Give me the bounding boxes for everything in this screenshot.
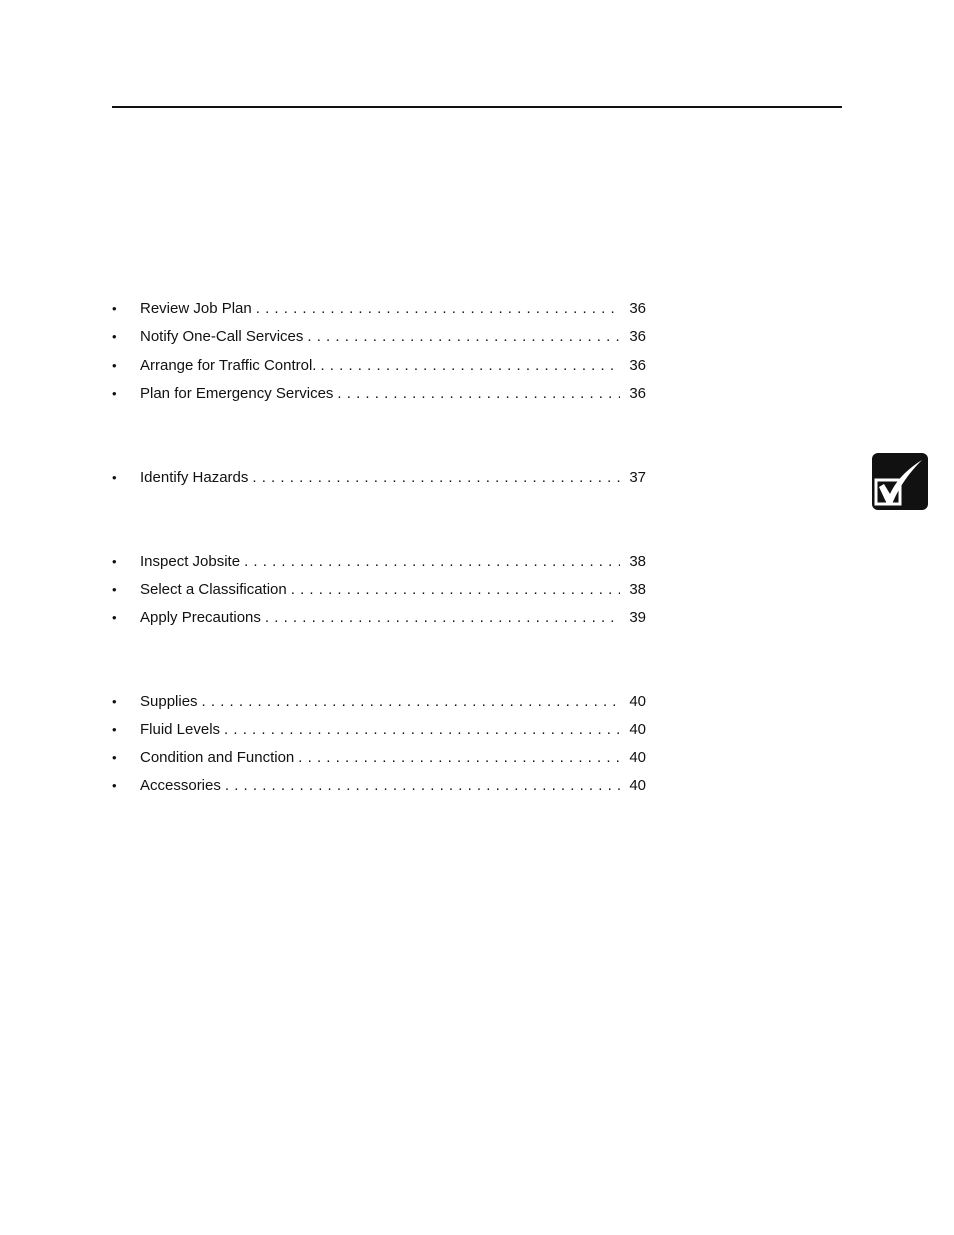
toc-item-notify-one-call-services[interactable] — [112, 327, 652, 347]
toc-item-page: 36 — [622, 327, 646, 347]
toc-item-page: 38 — [622, 552, 646, 572]
toc-item-page: 38 — [622, 580, 646, 600]
toc-item-label: Condition and Function . . . — [140, 748, 620, 768]
toc-item-arrange-for-traffic-control[interactable] — [112, 356, 652, 376]
checkbox-check-icon — [872, 453, 928, 510]
toc-item-label: Notify One-Call Services . . . — [140, 327, 620, 347]
toc-item-label: Fluid Levels . . . — [140, 720, 620, 740]
toc-item-label: Inspect Jobsite . . . — [140, 552, 620, 572]
bullet: • — [112, 750, 117, 765]
toc-item-plan-for-emergency-services[interactable] — [112, 384, 652, 404]
toc-item-inspect-jobsite[interactable] — [112, 552, 652, 572]
bullet: • — [112, 554, 117, 569]
bullet: • — [112, 582, 117, 597]
toc-item-page: 40 — [622, 720, 646, 740]
toc-item-identify-hazards[interactable] — [112, 468, 652, 488]
toc-item-select-a-classification[interactable] — [112, 580, 652, 600]
toc-item-accessories[interactable] — [112, 776, 652, 796]
toc-item-condition-and-function[interactable] — [112, 748, 652, 768]
toc-item-label: Apply Precautions . . . — [140, 608, 620, 628]
toc-item-fluid-levels[interactable] — [112, 720, 652, 740]
toc-item-label: Review Job Plan . . . — [140, 299, 620, 319]
toc-item-page: 40 — [622, 776, 646, 796]
toc-item-review-job-plan[interactable] — [112, 299, 652, 319]
toc-item-label: Supplies . . . — [140, 692, 620, 712]
toc-item-apply-precautions[interactable] — [112, 608, 652, 628]
toc-item-label: Select a Classification . . . — [140, 580, 620, 600]
toc-item-page: 40 — [622, 692, 646, 712]
bullet: • — [112, 694, 117, 709]
toc-item-page: 40 — [622, 748, 646, 768]
bullet: • — [112, 301, 117, 316]
bullet: • — [112, 358, 117, 373]
toc-item-page: 37 — [622, 468, 646, 488]
toc-item-label: Plan for Emergency Services . . . — [140, 384, 620, 404]
bullet: • — [112, 386, 117, 401]
bullet: • — [112, 329, 117, 344]
bullet: • — [112, 722, 117, 737]
toc-item-page: 39 — [622, 608, 646, 628]
bullet: • — [112, 610, 117, 625]
toc-item-label: Arrange for Traffic Control. . . . — [140, 356, 620, 376]
toc-item-label: Identify Hazards . . . — [140, 468, 620, 488]
bullet: • — [112, 778, 117, 793]
toc-item-page: 36 — [622, 299, 646, 319]
toc-item-page: 36 — [622, 384, 646, 404]
toc-item-label: Accessories . . . — [140, 776, 620, 796]
bullet: • — [112, 470, 117, 485]
toc-item-supplies[interactable] — [112, 692, 652, 712]
toc-item-page: 36 — [622, 356, 646, 376]
